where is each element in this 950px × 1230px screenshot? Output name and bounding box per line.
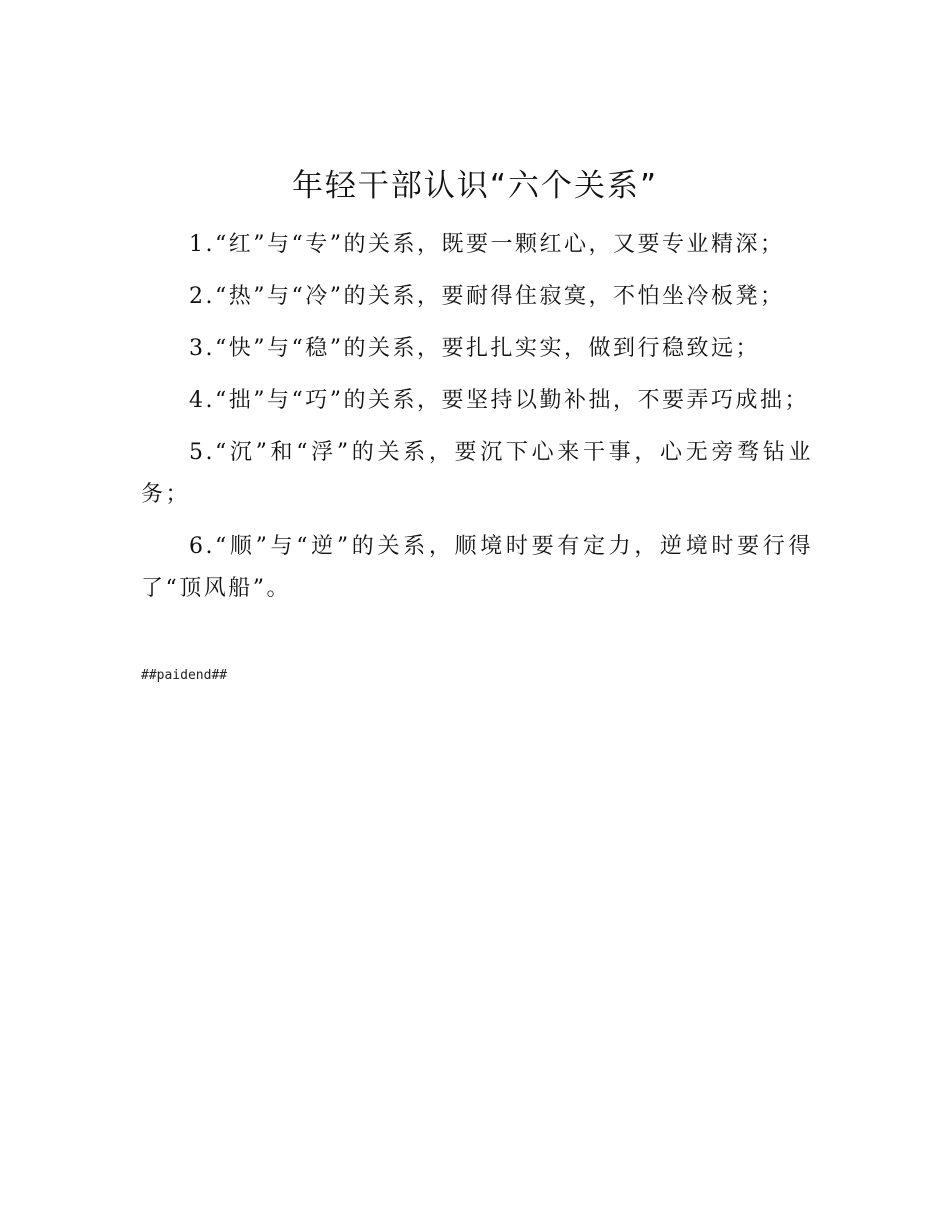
- page-title: 年轻干部认识“六个关系”: [291, 168, 659, 204]
- document-body: [141, 224, 813, 620]
- paragraph-1: 1.“红”与“专”的关系，既要一颗红心，又要专业精深；: [189, 232, 785, 257]
- paragraph-2: 2.“热”与“冷”的关系，要耐得住寂寞，不怕坐冷板凳；: [189, 284, 785, 309]
- paragraph-5: 5.“沉”和“浮”的关系，要沉下心来干事，心无旁骛钻业务；: [141, 440, 813, 507]
- paragraph-6: 6.“顺”与“逆”的关系，顺境时要有定力，逆境时要行得了“顶风船”。: [141, 534, 813, 601]
- end-marker: ##paidend##: [141, 668, 228, 683]
- paragraph-4: 4.“拙”与“巧”的关系，要坚持以勤补拙，不要弄巧成拙；: [189, 388, 809, 413]
- paragraph-3: 3.“快”与“稳”的关系，要扎扎实实，做到行稳致远；: [189, 336, 760, 361]
